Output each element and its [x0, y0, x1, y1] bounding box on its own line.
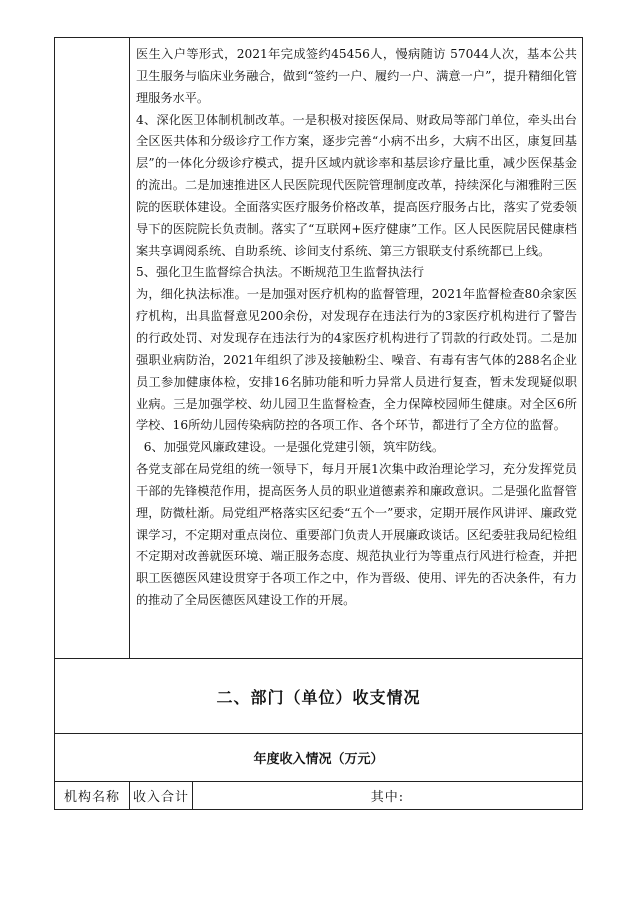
- paragraph-3: 5、强化卫生监督综合执法。不断规范卫生监督执法行: [136, 265, 425, 280]
- left-blank-cell: [55, 38, 130, 659]
- paragraph-2: 4、深化医卫体制机制改革。一是积极对接医保局、财政局等部门单位，牵头出台全区医共体和分级诊疗工作方案，逐步完善“小病不出乡，大病不出区，康复回基层”的一体化分级诊疗模式，提升区域内就诊率和基层诊疗量比重，减少医保基金的流出。二是加速推进区人民医院现代医院管理制度改革，持续深化与湘雅附三医院的医联体建设。全面落实医疗服务价格改革，提高医疗服务占比，落实了党委领导下的医院院长负责制。落实了“互联网+医疗健康”工作。区人民医院居民健康档案共享调阅系统、自助系统、诊间支付系统、第三方银联支付系统都已上线。: [136, 112, 577, 258]
- org-name-header: 机构名称: [55, 782, 130, 810]
- body-text: [130, 38, 582, 612]
- paragraph-5: 6、加强党风廉政建设。一是强化党建引领，筑牢防线。: [136, 440, 445, 455]
- paragraph-1: 医生入户等形式，2021年完成签约45456人，慢病随访 57044人次，基本公共卫生服务与临床业务融合，做到“签约一户、履约一户、满意一户”，提升精细化管理服务水平。: [136, 47, 577, 105]
- among-header: 其中:: [193, 782, 583, 810]
- income-total-header: 收入合计: [130, 782, 193, 810]
- income-table-title: 年度收入情况（万元）: [55, 734, 583, 782]
- paragraph-4: 为，细化执法标准。一是加强对医疗机构的监督管理，2021年监督检查80余家医疗机构，出具监督意见200余份，对发现存在违法行为的3家医疗机构进行了警告的行政处罚、对发现存在违法行为的4家医疗机构进行了罚款的行政处罚。二是加强职业病防治，2021年组织了涉及接触粉尘、噪音、有毒有害气体的288名企业员工参加健康体检，安排16名肺功能和听力异常人员进行复查，暂未发现疑似职业病。三是加强学校、幼儿园卫生监督检查，全力保障校园师生健康。对全区6所学校、16所幼儿园传染病防控的各项工作、各个环节，都进行了全方位的监督。: [136, 287, 577, 433]
- section-title: 二、部门（单位）收支情况: [55, 659, 583, 734]
- body-text-cell: [130, 38, 583, 659]
- paragraph-6: 各党支部在局党组的统一领导下，每月开展1次集中政治理论学习，充分发挥党员干部的先锋模范作用，提高医务人员的职业道德素养和廉政意识。二是强化监督管理，防微杜渐。局党组严格落实区纪委“五个一”要求，定期开展作风讲评、廉政党课学习，不定期对重点岗位、重要部门负责人开展廉政谈话。区纪委驻我局纪检组不定期对改善就医环境、端正服务态度、规范执业行为等重点行风进行检查，并把职工医德医风建设贯穿于各项工作之中，作为晋级、使用、评先的否决条件，有力的推动了全局医德医风建设工作的开展。: [136, 462, 577, 608]
- document-table: [54, 37, 583, 810]
